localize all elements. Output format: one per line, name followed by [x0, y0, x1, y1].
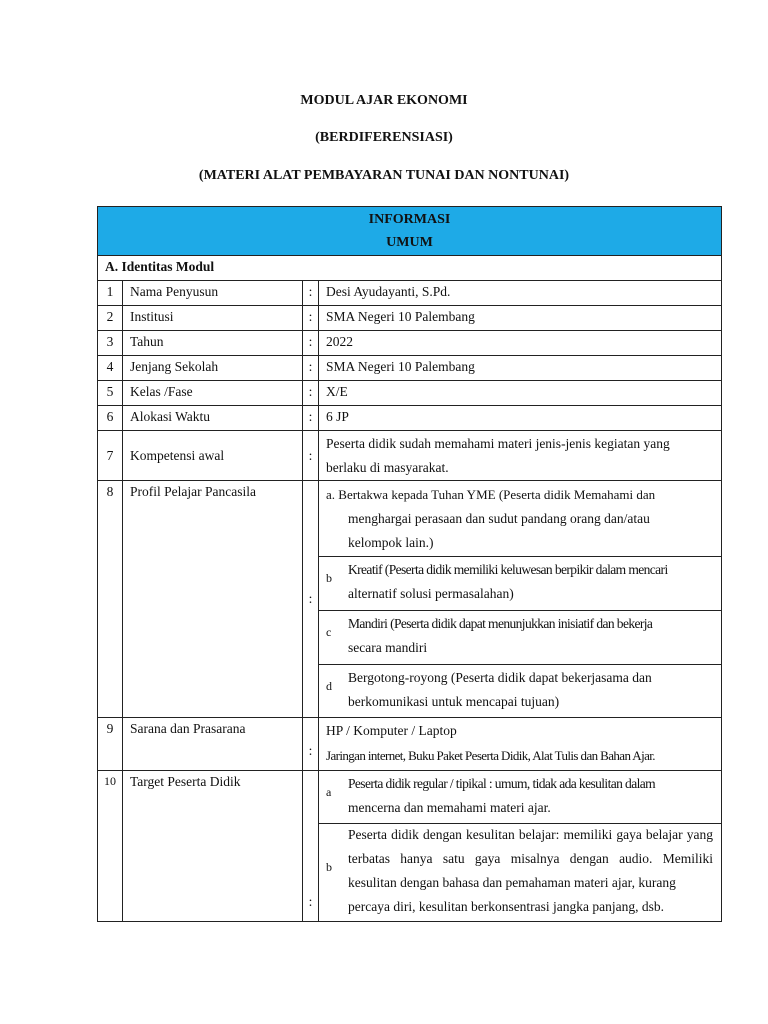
- row-value: 6 JP: [326, 409, 349, 424]
- row-separator: :: [303, 331, 319, 355]
- target-item-line: terbatas hanya satu gaya misalnya dengan audio. Memiliki: [348, 851, 713, 866]
- table-row: [97, 406, 722, 431]
- profile-item-line: secara mandiri: [348, 640, 428, 655]
- document-topic: (MATERI ALAT PEMBAYARAN TUNAI DAN NONTUNAI): [198, 168, 570, 183]
- profile-item-letter: d: [326, 679, 332, 693]
- profile-item-line: Bergotong-royong (Peserta didik dapat bekerjasama dan: [348, 670, 652, 685]
- table-row: [97, 431, 722, 481]
- row-separator: :: [303, 281, 319, 305]
- row-separator: :: [303, 381, 319, 405]
- target-item-line: mencerna dan memahami materi ajar.: [348, 800, 551, 815]
- section-heading: A. Identitas Modul: [97, 256, 722, 281]
- table-row: [97, 481, 722, 718]
- row-value: X/E: [326, 384, 348, 399]
- row-number: 9: [98, 718, 123, 770]
- table-row: [97, 281, 722, 306]
- target-item-line: Peserta didik regular / tipikal : umum, tidak ada kesulitan dalam: [348, 776, 656, 791]
- target-item-letter: b: [326, 860, 332, 874]
- document-subtitle: (BERDIFERENSIASI): [315, 130, 453, 145]
- row-value: 2022: [326, 334, 353, 349]
- document-title: MODUL AJAR EKONOMI: [300, 93, 468, 108]
- row-value-line: berlaku di masyarakat.: [326, 460, 449, 475]
- table-row: [97, 718, 722, 771]
- table-row: [97, 331, 722, 356]
- row-label: Institusi: [123, 306, 303, 330]
- row-number: 10: [98, 771, 123, 921]
- row-value-line: Jaringan internet, Buku Paket Peserta Didik, Alat Tulis dan Bahan Ajar.: [326, 748, 655, 763]
- target-item-letter: a: [326, 785, 332, 799]
- row-value: Desi Ayudayanti, S.Pd.: [326, 284, 451, 299]
- row-separator: :: [303, 718, 319, 770]
- row-number: 2: [98, 306, 123, 330]
- row-value: SMA Negeri 10 Palembang: [326, 309, 475, 324]
- row-number: 8: [98, 481, 123, 717]
- profile-item: [319, 556, 721, 610]
- table-header-line2: UMUM: [386, 235, 433, 250]
- profile-item: [319, 481, 721, 557]
- row-value-line: Peserta didik sudah memahami materi jenis-jenis kegiatan yang: [326, 436, 670, 451]
- row-number: 7: [98, 431, 123, 480]
- row-value-line: HP / Komputer / Laptop: [326, 723, 457, 738]
- profile-item-line: berkomunikasi untuk mencapai tujuan): [348, 694, 560, 709]
- profile-item: [319, 610, 721, 664]
- target-item-line: percaya diri, kesulitan berkonsentrasi jangka panjang, dsb.: [348, 899, 665, 914]
- profile-item-line: alternatif solusi permasalahan): [348, 586, 514, 601]
- row-value: [319, 431, 721, 480]
- row-label: Tahun: [123, 331, 303, 355]
- profile-item-letter: b: [326, 571, 332, 585]
- profile-item-line: a. Bertakwa kepada Tuhan YME (Peserta didik Memahami dan: [326, 487, 656, 502]
- row-value: SMA Negeri 10 Palembang: [326, 359, 475, 374]
- table-row: [97, 356, 722, 381]
- profile-item-letter: c: [326, 625, 332, 639]
- table-row: [97, 306, 722, 331]
- row-number: 1: [98, 281, 123, 305]
- table-header: [97, 206, 722, 256]
- row-label: Kelas /Fase: [123, 381, 303, 405]
- profile-item-line: Mandiri (Peserta didik dapat menunjukkan inisiatif dan bekerja: [348, 616, 653, 631]
- table-header-line1: INFORMASI: [368, 212, 451, 227]
- target-list: [319, 771, 721, 921]
- row-number: 6: [98, 406, 123, 430]
- module-info-table: [97, 206, 722, 922]
- table-row: [97, 771, 722, 922]
- row-separator: :: [303, 771, 319, 921]
- row-number: 5: [98, 381, 123, 405]
- row-label: Target Peserta Didik: [123, 771, 303, 921]
- profile-item-line: Kreatif (Peserta didik memiliki keluwesan berpikir dalam mencari: [348, 562, 668, 577]
- row-number: 3: [98, 331, 123, 355]
- row-separator: :: [303, 306, 319, 330]
- table-row: [97, 381, 722, 406]
- row-label: Profil Pelajar Pancasila: [123, 481, 303, 717]
- row-separator: :: [303, 356, 319, 380]
- row-separator: :: [303, 481, 319, 717]
- row-separator: :: [303, 406, 319, 430]
- row-label: Jenjang Sekolah: [123, 356, 303, 380]
- target-item: [319, 823, 721, 922]
- row-label: Sarana dan Prasarana: [123, 718, 303, 770]
- profile-item-line: kelompok lain.): [348, 535, 434, 550]
- profile-list: [319, 481, 721, 717]
- target-item-line: kesulitan dengan bahasa dan pemahaman materi ajar, kurang: [348, 875, 676, 890]
- row-label: Kompetensi awal: [123, 431, 303, 480]
- row-separator: :: [303, 431, 319, 480]
- row-label: Nama Penyusun: [123, 281, 303, 305]
- target-item-line: Peserta didik dengan kesulitan belajar: memiliki gaya belajar yang: [348, 827, 713, 842]
- profile-item: [319, 664, 721, 718]
- profile-item-line: menghargai perasaan dan sudut pandang orang dan/atau: [348, 511, 650, 526]
- row-number: 4: [98, 356, 123, 380]
- row-label: Alokasi Waktu: [123, 406, 303, 430]
- row-value: [319, 718, 721, 770]
- target-item: [319, 771, 721, 824]
